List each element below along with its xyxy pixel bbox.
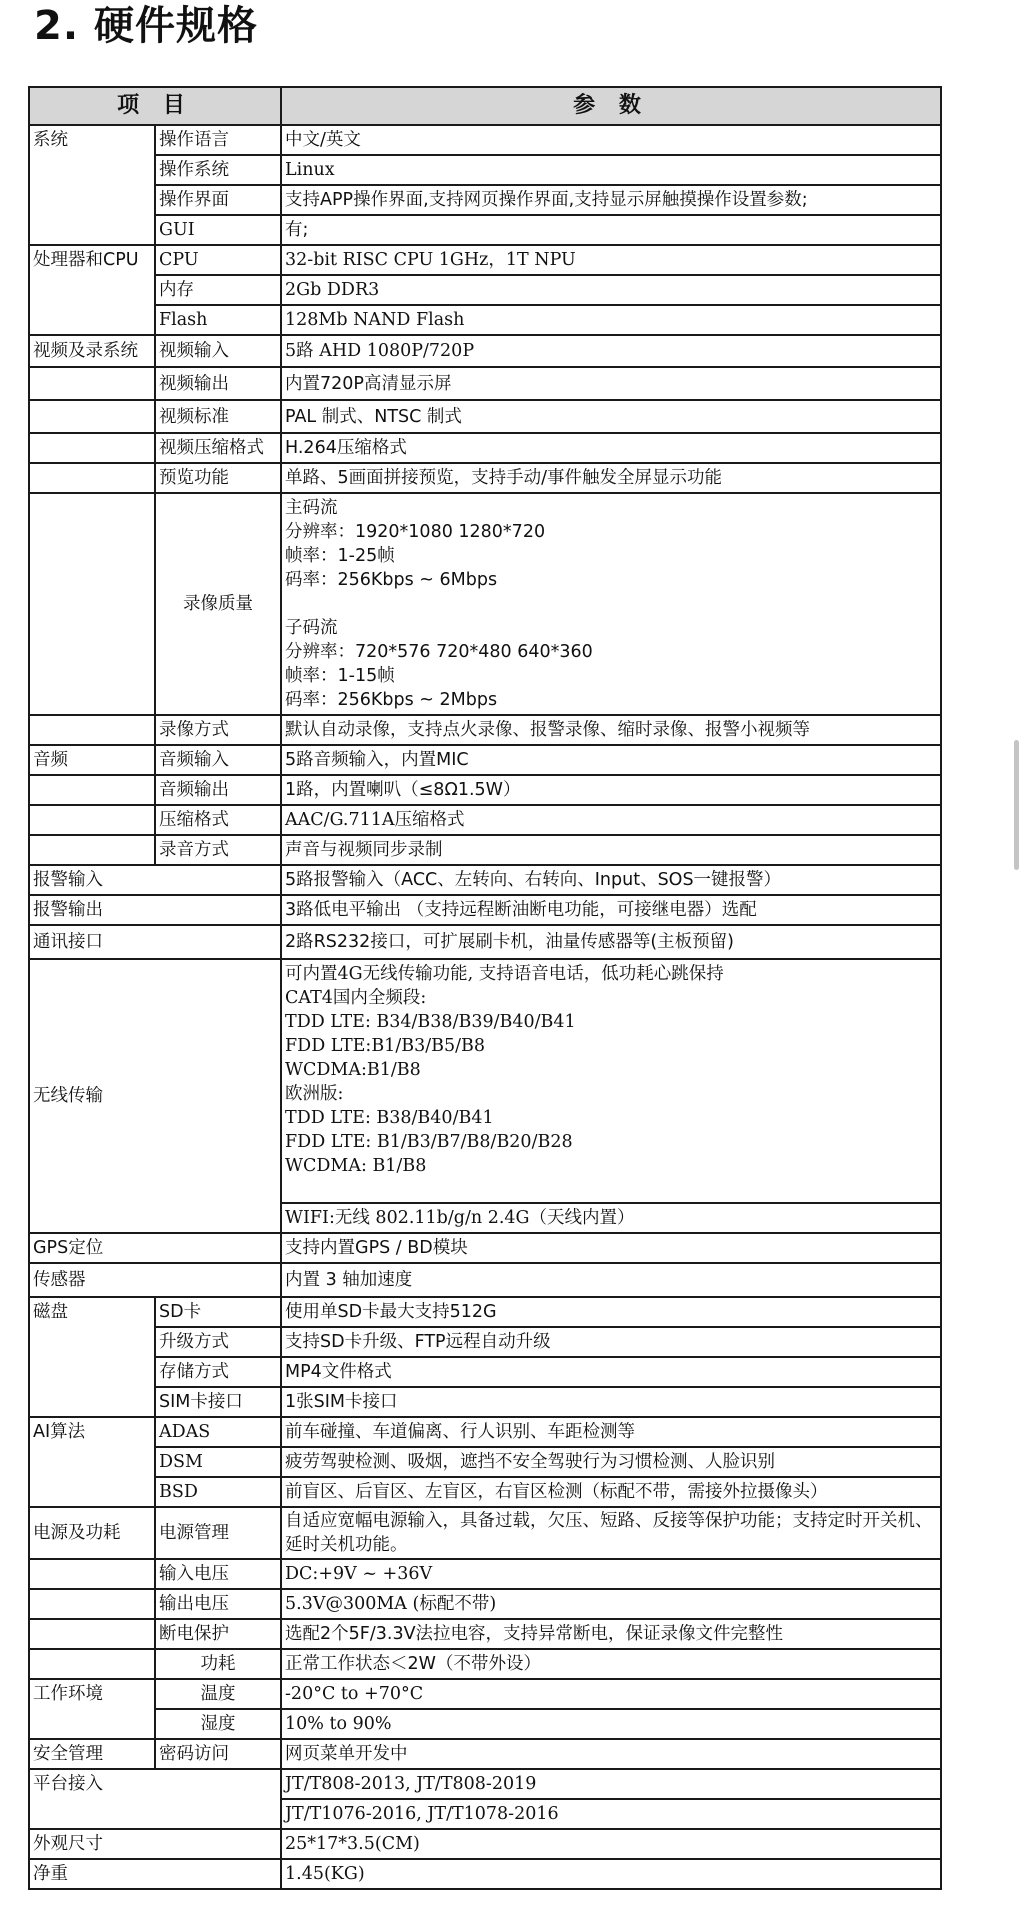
- item-label: 视频输入: [155, 335, 281, 367]
- table-row: [29, 1769, 941, 1799]
- table-row: [29, 335, 941, 367]
- item-value: 默认自动录像，支持点火录像、报警录像、缩时录像、报警小视频等: [281, 715, 941, 745]
- item-value: 2Gb DDR3: [281, 275, 941, 305]
- item-value: 有;: [281, 215, 941, 245]
- table-row: [29, 1447, 941, 1477]
- item-label: 电源管理: [155, 1507, 281, 1559]
- table-row: [29, 433, 941, 463]
- item-label: 视频标准: [155, 400, 281, 433]
- item-value: 网页菜单开发中: [281, 1739, 941, 1769]
- item-value: 前车碰撞、车道偏离、行人识别、车距检测等: [281, 1417, 941, 1447]
- category-label: 报警输出: [29, 895, 281, 925]
- category-label: 无线传输: [29, 959, 281, 1233]
- item-value: 前盲区、后盲区、左盲区，右盲区检测（标配不带，需接外拉摄像头）: [281, 1477, 941, 1507]
- category-label: 传感器: [29, 1263, 281, 1297]
- category-label: AI算法: [29, 1417, 155, 1507]
- table-row: [29, 1679, 941, 1709]
- category-label: 磁盘: [29, 1297, 155, 1417]
- item-value: 中文/英文: [281, 125, 941, 155]
- table-row: [29, 745, 941, 775]
- item-value: JT/T808-2013, JT/T808-2019: [281, 1769, 941, 1799]
- item-value: 1张SIM卡接口: [281, 1387, 941, 1417]
- item-value: JT/T1076-2016, JT/T1078-2016: [281, 1799, 941, 1829]
- item-label: 预览功能: [155, 463, 281, 493]
- item-label: 视频压缩格式: [155, 433, 281, 463]
- item-label: 湿度: [155, 1709, 281, 1739]
- item-value: 5路 AHD 1080P/720P: [281, 335, 941, 367]
- item-label: 温度: [155, 1679, 281, 1709]
- page-title: 2. 硬件规格: [34, 3, 258, 49]
- table-row: [29, 1477, 941, 1507]
- item-label: 功耗: [155, 1649, 281, 1679]
- item-label: 密码访问: [155, 1739, 281, 1769]
- item-label: Flash: [155, 305, 281, 335]
- item-label: 视频输出: [155, 367, 281, 400]
- table-row: [29, 1297, 941, 1327]
- item-value: 正常工作状态＜2W（不带外设）: [281, 1649, 941, 1679]
- table-row: [29, 1387, 941, 1417]
- item-label: SD卡: [155, 1297, 281, 1327]
- item-value: 5路报警输入（ACC、左转向、右转向、Input、SOS一键报警）: [281, 865, 941, 895]
- table-row: [29, 715, 941, 745]
- table-row: [29, 835, 941, 865]
- table-row: [29, 925, 941, 959]
- item-label: CPU: [155, 245, 281, 275]
- item-value: 选配2个5F/3.3V法拉电容，支持异常断电，保证录像文件完整性: [281, 1619, 941, 1649]
- table-row: [29, 1829, 941, 1859]
- item-label: 断电保护: [155, 1619, 281, 1649]
- table-row: [29, 463, 941, 493]
- category-label: 通讯接口: [29, 925, 281, 959]
- item-label: 升级方式: [155, 1327, 281, 1357]
- item-label: 输入电压: [155, 1559, 281, 1589]
- item-label: 音频输出: [155, 775, 281, 805]
- header-param: 参 数: [281, 87, 941, 125]
- table-row: [29, 185, 941, 215]
- item-value: 3路低电平输出 （支持远程断油断电功能，可接继电器）选配: [281, 895, 941, 925]
- table-row: [29, 1739, 941, 1769]
- item-value: 单路、5画面拼接预览，支持手动/事件触发全屏显示功能: [281, 463, 941, 493]
- item-value: 内置720P高清显示屏: [281, 367, 941, 400]
- item-value: 内置 3 轴加速度: [281, 1263, 941, 1297]
- item-value: 可内置4G无线传输功能, 支持语音电话，低功耗心跳保持 CAT4国内全频段: TDD LTE: B34/B38/B39/B40/B41 FDD LTE:B1/B3/B5/B8 WCDMA:B1/B8 欧洲版: TDD LTE: B38/B40/B41 FDD LTE: B1/B3/B7/B8/B20/B28 WCDMA: B1/B8: [281, 959, 941, 1203]
- item-label: 操作界面: [155, 185, 281, 215]
- table-row: [29, 1357, 941, 1387]
- table-header-row: [29, 87, 941, 125]
- table-row: [29, 367, 941, 400]
- item-value: 32-bit RISC CPU 1GHz，1T NPU: [281, 245, 941, 275]
- table-row: [29, 1619, 941, 1649]
- table-row: [29, 1709, 941, 1739]
- item-value: Linux: [281, 155, 941, 185]
- item-value: 使用单SD卡最大支持512G: [281, 1297, 941, 1327]
- table-row: [29, 125, 941, 155]
- item-value: 声音与视频同步录制: [281, 835, 941, 865]
- item-label: 输出电压: [155, 1589, 281, 1619]
- item-value: DC:+9V ~ +36V: [281, 1559, 941, 1589]
- vertical-scrollbar[interactable]: [1014, 740, 1019, 870]
- table-row: [29, 275, 941, 305]
- table-row: [29, 493, 941, 715]
- table-row: [29, 1233, 941, 1263]
- item-value: 5路音频输入，内置MIC: [281, 745, 941, 775]
- table-row: [29, 1559, 941, 1589]
- item-value: MP4文件格式: [281, 1357, 941, 1387]
- category-label: 系统: [29, 125, 155, 245]
- item-value: 1.45(KG): [281, 1859, 941, 1889]
- item-label: GUI: [155, 215, 281, 245]
- table-row: [29, 805, 941, 835]
- item-value: 1路，内置喇叭（≤8Ω1.5W）: [281, 775, 941, 805]
- category-label: 报警输入: [29, 865, 281, 895]
- hardware-spec-table: [28, 86, 942, 1890]
- item-value: AAC/G.711A压缩格式: [281, 805, 941, 835]
- table-row: [29, 865, 941, 895]
- item-value: 支持SD卡升级、FTP远程自动升级: [281, 1327, 941, 1357]
- item-label: 内存: [155, 275, 281, 305]
- category-label: 音频: [29, 745, 155, 775]
- table-row: [29, 895, 941, 925]
- item-label: 操作系统: [155, 155, 281, 185]
- table-row: [29, 1589, 941, 1619]
- item-label: BSD: [155, 1477, 281, 1507]
- item-value: 主码流 分辨率：1920*1080 1280*720 帧率：1-25帧 码率：256Kbps ~ 6Mbps 子码流 分辨率：720*576 720*480 640*360 帧率：1-15帧 码率：256Kbps ~ 2Mbps: [281, 493, 941, 715]
- table-row: [29, 215, 941, 245]
- category-label: 视频及录系统: [29, 335, 155, 367]
- table-row: [29, 305, 941, 335]
- item-value: 2路RS232接口，可扩展刷卡机，油量传感器等(主板预留): [281, 925, 941, 959]
- table-row: [29, 959, 941, 1203]
- item-value: -20°C to +70°C: [281, 1679, 941, 1709]
- category-label: 平台接入: [29, 1769, 281, 1829]
- item-label: 压缩格式: [155, 805, 281, 835]
- item-value: H.264压缩格式: [281, 433, 941, 463]
- category-label: 工作环境: [29, 1679, 155, 1739]
- item-value: 支持APP操作界面,支持网页操作界面,支持显示屏触摸操作设置参数;: [281, 185, 941, 215]
- item-label: 录像方式: [155, 715, 281, 745]
- category-label: 电源及功耗: [29, 1507, 155, 1559]
- category-label: 外观尺寸: [29, 1829, 281, 1859]
- table-row: [29, 400, 941, 433]
- category-label: 净重: [29, 1859, 281, 1889]
- table-row: [29, 775, 941, 805]
- table-row: [29, 1263, 941, 1297]
- item-label: 录音方式: [155, 835, 281, 865]
- table-row: [29, 1859, 941, 1889]
- item-value: 128Mb NAND Flash: [281, 305, 941, 335]
- item-label: 存储方式: [155, 1357, 281, 1387]
- table-row: [29, 1417, 941, 1447]
- item-label: ADAS: [155, 1417, 281, 1447]
- item-label: DSM: [155, 1447, 281, 1477]
- item-value: 10% to 90%: [281, 1709, 941, 1739]
- category-label: 安全管理: [29, 1739, 155, 1769]
- item-value: WIFI:无线 802.11b/g/n 2.4G（天线内置）: [281, 1203, 941, 1233]
- item-value: 自适应宽幅电源输入，具备过载，欠压、短路、反接等保护功能；支持定时开关机、延时关机功能。: [281, 1507, 941, 1559]
- item-label: 操作语言: [155, 125, 281, 155]
- item-label: 音频输入: [155, 745, 281, 775]
- item-value: 疲劳驾驶检测、吸烟，遮挡不安全驾驶行为习惯检测、人脸识别: [281, 1447, 941, 1477]
- table-row: [29, 1649, 941, 1679]
- item-value: 25*17*3.5(CM): [281, 1829, 941, 1859]
- category-label: GPS定位: [29, 1233, 281, 1263]
- table-row: [29, 245, 941, 275]
- item-label: 录像质量: [155, 493, 281, 715]
- table-row: [29, 155, 941, 185]
- item-value: 5.3V@300MA (标配不带): [281, 1589, 941, 1619]
- table-row: [29, 1507, 941, 1559]
- item-value: PAL 制式、NTSC 制式: [281, 400, 941, 433]
- category-label: 处理器和CPU: [29, 245, 155, 335]
- item-label: SIM卡接口: [155, 1387, 281, 1417]
- table-row: [29, 1327, 941, 1357]
- header-item: 项 目: [29, 87, 281, 125]
- item-value: 支持内置GPS / BD模块: [281, 1233, 941, 1263]
